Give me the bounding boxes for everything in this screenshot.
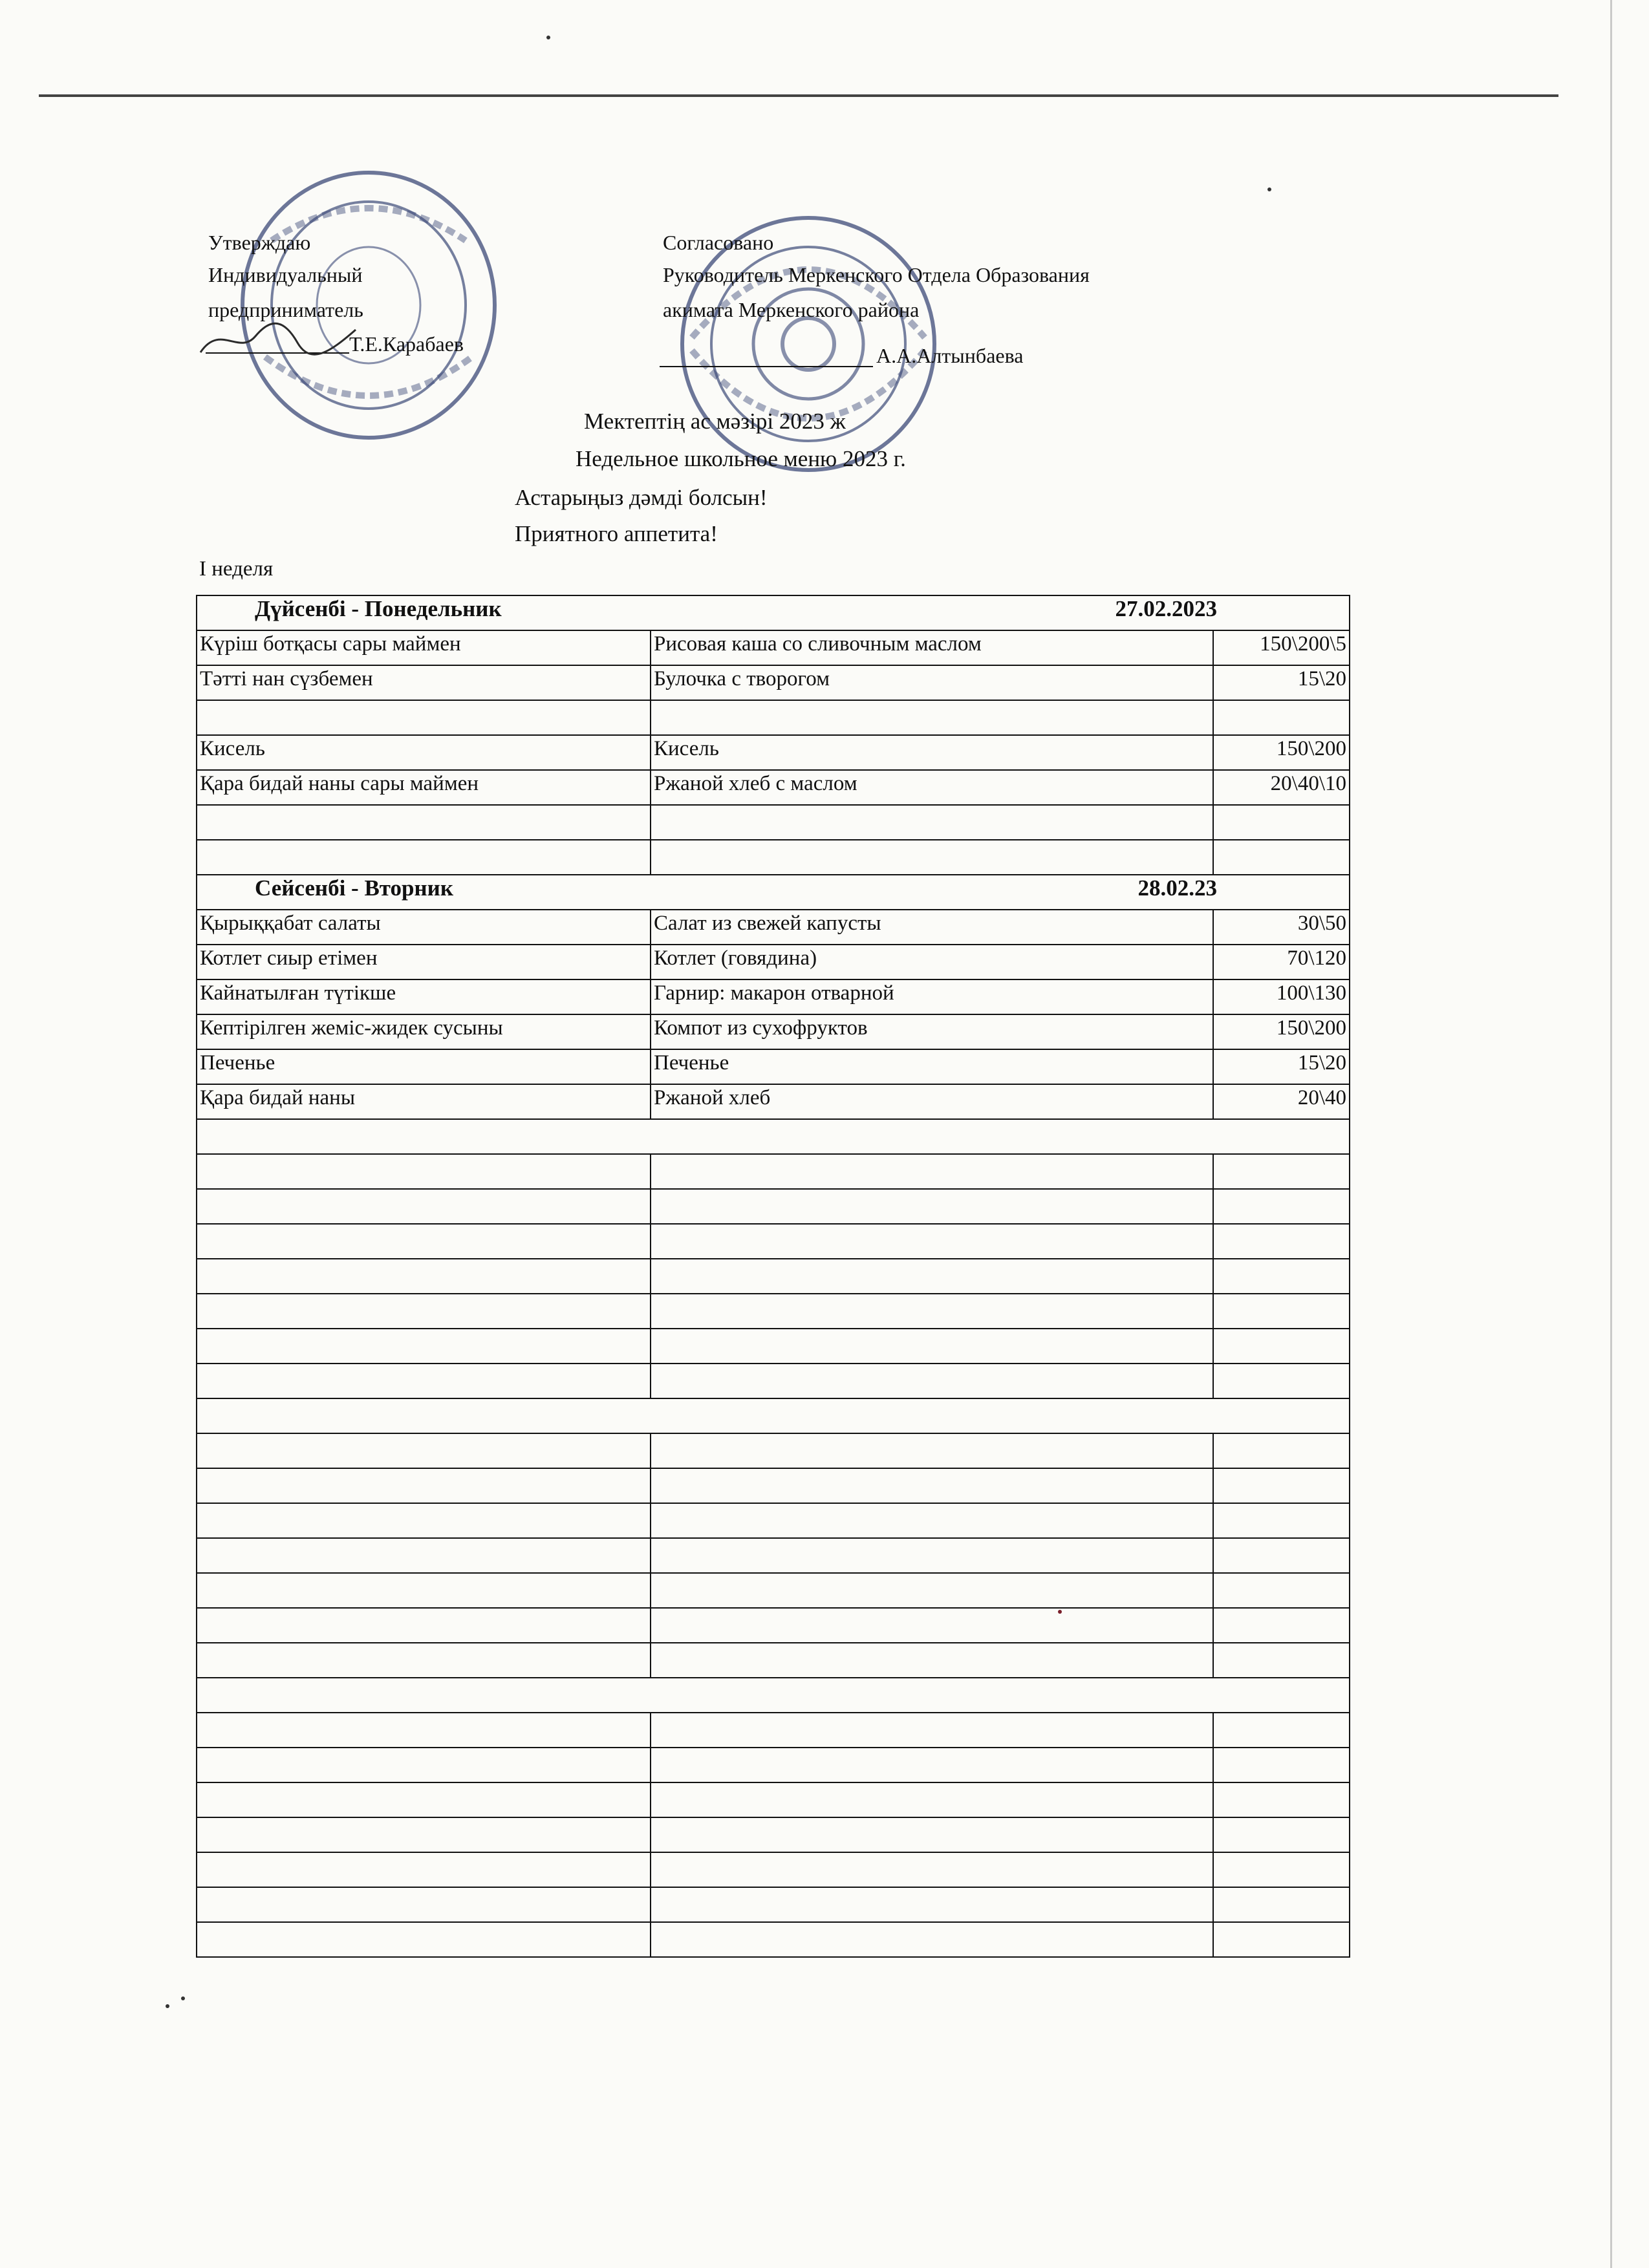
- agreer-name: А.А.Алтынбаева: [876, 344, 1024, 367]
- menu-row: [197, 805, 1350, 840]
- blank-cell: [1213, 1887, 1350, 1922]
- blank-cell: [651, 1748, 1213, 1782]
- blank-cell: [1213, 1573, 1350, 1608]
- agreer-signature-line: [660, 366, 873, 367]
- blank-cell: [651, 1329, 1213, 1364]
- blank-cell: [1213, 1154, 1350, 1189]
- day-header-row: [197, 875, 1350, 910]
- wish-russian: Приятного аппетита!: [515, 521, 718, 546]
- blank-cell: [651, 1852, 1213, 1887]
- day-date: 28.02.23: [1137, 875, 1217, 901]
- blank-cell: [651, 1294, 1213, 1329]
- blank-cell: [1213, 1259, 1350, 1294]
- blank-cell: [197, 1329, 651, 1364]
- blank-row: [197, 1189, 1350, 1224]
- menu-row: [197, 735, 1350, 770]
- blank-cell: [197, 1364, 651, 1398]
- portion-grams: 20\40\10: [1213, 770, 1350, 805]
- blank-cell: [651, 1259, 1213, 1294]
- dish-kazakh: Күріш ботқасы сары маймен: [197, 630, 651, 665]
- portion-grams: [1213, 840, 1350, 875]
- blank-row: [197, 1259, 1350, 1294]
- blank-row: [197, 1433, 1350, 1468]
- scan-speck: [166, 2004, 169, 2008]
- blank-cell: [651, 1364, 1213, 1398]
- blank-cell: [197, 1817, 651, 1852]
- menu-row: [197, 1014, 1350, 1049]
- blank-cell: [1213, 1782, 1350, 1817]
- dish-russian: Котлет (говядина): [651, 945, 1213, 979]
- approve-label: Утверждаю: [208, 231, 311, 254]
- blank-cell: [1213, 1817, 1350, 1852]
- blank-separator-cell: [197, 1678, 1350, 1713]
- dish-russian: [651, 840, 1213, 875]
- blank-cell: [197, 1259, 651, 1294]
- blank-cell: [197, 1573, 651, 1608]
- blank-cell: [197, 1887, 651, 1922]
- blank-row: [197, 1817, 1350, 1852]
- dish-russian: Ржаной хлеб: [651, 1084, 1213, 1119]
- portion-grams: 150\200\5: [1213, 630, 1350, 665]
- portion-grams: [1213, 805, 1350, 840]
- blank-cell: [651, 1817, 1213, 1852]
- menu-row: [197, 945, 1350, 979]
- blank-row: [197, 1224, 1350, 1259]
- dish-russian: Салат из свежей капусты: [651, 910, 1213, 945]
- blank-separator-row: [197, 1398, 1350, 1433]
- blank-row: [197, 1538, 1350, 1573]
- blank-cell: [1213, 1468, 1350, 1503]
- dish-kazakh: Кептірілген жеміс-жидек сусыны: [197, 1014, 651, 1049]
- day-name: Дүйсенбі - Понедельник: [255, 596, 502, 621]
- menu-row: [197, 630, 1350, 665]
- dish-kazakh: Тәтті нан сүзбемен: [197, 665, 651, 700]
- dish-kazakh: Қара бидай наны: [197, 1084, 651, 1119]
- scan-top-rule: [39, 94, 1558, 97]
- blank-row: [197, 1154, 1350, 1189]
- blank-cell: [197, 1748, 651, 1782]
- blank-cell: [1213, 1224, 1350, 1259]
- blank-cell: [651, 1608, 1213, 1643]
- menu-row: [197, 910, 1350, 945]
- blank-cell: [651, 1922, 1213, 1957]
- blank-cell: [1213, 1748, 1350, 1782]
- approver-role-line2: предприниматель: [208, 298, 363, 321]
- dish-kazakh: Қара бидай наны сары маймен: [197, 770, 651, 805]
- scan-speck: [181, 1996, 185, 2000]
- week-label: I неделя: [199, 557, 274, 581]
- blank-cell: [651, 1782, 1213, 1817]
- blank-cell: [197, 1538, 651, 1573]
- blank-cell: [197, 1608, 651, 1643]
- agree-label: Согласовано: [663, 231, 774, 254]
- blank-row: [197, 1573, 1350, 1608]
- portion-grams: 30\50: [1213, 910, 1350, 945]
- blank-cell: [1213, 1503, 1350, 1538]
- blank-row: [197, 1643, 1350, 1678]
- blank-cell: [1213, 1852, 1350, 1887]
- blank-cell: [1213, 1922, 1350, 1957]
- menu-row: [197, 700, 1350, 735]
- approver-signature: [194, 317, 362, 362]
- approver-name: Т.Е.Карабаев: [349, 332, 464, 356]
- dish-russian: Печенье: [651, 1049, 1213, 1084]
- dish-kazakh: Котлет сиыр етімен: [197, 945, 651, 979]
- blank-separator-row: [197, 1119, 1350, 1154]
- menu-row: [197, 979, 1350, 1014]
- day-header-cell: [197, 595, 1350, 630]
- day-header-row: [197, 595, 1350, 630]
- blank-row: [197, 1364, 1350, 1398]
- blank-cell: [197, 1468, 651, 1503]
- blank-row: [197, 1782, 1350, 1817]
- blank-row: [197, 1713, 1350, 1748]
- blank-cell: [197, 1922, 651, 1957]
- blank-cell: [651, 1887, 1213, 1922]
- blank-cell: [197, 1224, 651, 1259]
- portion-grams: 15\20: [1213, 1049, 1350, 1084]
- blank-cell: [1213, 1713, 1350, 1748]
- dish-russian: Компот из сухофруктов: [651, 1014, 1213, 1049]
- day-name: Сейсенбі - Вторник: [255, 875, 453, 901]
- blank-row: [197, 1294, 1350, 1329]
- blank-row: [197, 1887, 1350, 1922]
- blank-cell: [1213, 1364, 1350, 1398]
- dish-russian: Ржаной хлеб с маслом: [651, 770, 1213, 805]
- portion-grams: [1213, 700, 1350, 735]
- blank-cell: [651, 1643, 1213, 1678]
- menu-row: [197, 770, 1350, 805]
- wish-kazakh: Астарыңыз дәмді болсын!: [515, 485, 768, 510]
- blank-cell: [651, 1468, 1213, 1503]
- menu-row: [197, 840, 1350, 875]
- blank-cell: [1213, 1189, 1350, 1224]
- blank-cell: [1213, 1329, 1350, 1364]
- agreer-role-line2: акимата Меркенского района: [663, 298, 920, 321]
- dish-russian: Булочка с творогом: [651, 665, 1213, 700]
- blank-cell: [651, 1573, 1213, 1608]
- blank-cell: [1213, 1294, 1350, 1329]
- blank-cell: [197, 1503, 651, 1538]
- title-russian: Недельное школьное меню 2023 г.: [576, 446, 906, 471]
- approver-role-line1: Индивидуальный: [208, 263, 363, 286]
- portion-grams: 150\200: [1213, 1014, 1350, 1049]
- blank-row: [197, 1922, 1350, 1957]
- blank-cell: [197, 1782, 651, 1817]
- blank-cell: [651, 1503, 1213, 1538]
- dish-kazakh: Қырыққабат салаты: [197, 910, 651, 945]
- dish-kazakh: [197, 840, 651, 875]
- blank-row: [197, 1748, 1350, 1782]
- blank-cell: [651, 1224, 1213, 1259]
- day-header-cell: [197, 875, 1350, 910]
- blank-row: [197, 1608, 1350, 1643]
- dish-kazakh: Кисель: [197, 735, 651, 770]
- dish-russian: Гарнир: макарон отварной: [651, 979, 1213, 1014]
- menu-row: [197, 1049, 1350, 1084]
- blank-cell: [197, 1852, 651, 1887]
- portion-grams: 70\120: [1213, 945, 1350, 979]
- portion-grams: 150\200: [1213, 735, 1350, 770]
- blank-cell: [197, 1294, 651, 1329]
- blank-cell: [1213, 1433, 1350, 1468]
- blank-cell: [651, 1189, 1213, 1224]
- dish-kazakh: [197, 700, 651, 735]
- portion-grams: 15\20: [1213, 665, 1350, 700]
- blank-cell: [651, 1433, 1213, 1468]
- title-kazakh: Мектептің ас мәзірі 2023 ж: [584, 409, 846, 434]
- blank-row: [197, 1852, 1350, 1887]
- dish-kazakh: [197, 805, 651, 840]
- blank-cell: [1213, 1538, 1350, 1573]
- dish-kazakh: Печенье: [197, 1049, 651, 1084]
- blank-cell: [197, 1713, 651, 1748]
- blank-cell: [197, 1433, 651, 1468]
- blank-separator-row: [197, 1678, 1350, 1713]
- blank-row: [197, 1468, 1350, 1503]
- menu-row: [197, 665, 1350, 700]
- blank-row: [197, 1503, 1350, 1538]
- blank-cell: [197, 1154, 651, 1189]
- blank-row: [197, 1329, 1350, 1364]
- blank-cell: [651, 1538, 1213, 1573]
- blank-cell: [651, 1154, 1213, 1189]
- portion-grams: 100\130: [1213, 979, 1350, 1014]
- dish-russian: Рисовая каша со сливочным маслом: [651, 630, 1213, 665]
- dish-russian: Кисель: [651, 735, 1213, 770]
- scan-right-edge: [1610, 0, 1612, 2268]
- blank-cell: [1213, 1643, 1350, 1678]
- blank-separator-cell: [197, 1398, 1350, 1433]
- blank-cell: [197, 1189, 651, 1224]
- dish-kazakh: Кайнатылған түтікше: [197, 979, 651, 1014]
- menu-row: [197, 1084, 1350, 1119]
- dish-russian: [651, 805, 1213, 840]
- portion-grams: 20\40: [1213, 1084, 1350, 1119]
- blank-cell: [197, 1643, 651, 1678]
- day-date: 27.02.2023: [1115, 596, 1217, 621]
- agreer-role-line1: Руководитель Меркенского Отдела Образования: [663, 263, 1090, 286]
- blank-separator-cell: [197, 1119, 1350, 1154]
- dish-russian: [651, 700, 1213, 735]
- blank-cell: [1213, 1608, 1350, 1643]
- blank-cell: [651, 1713, 1213, 1748]
- scan-speck: [1267, 187, 1271, 191]
- scan-speck: [546, 36, 550, 39]
- menu-table: [196, 595, 1350, 1958]
